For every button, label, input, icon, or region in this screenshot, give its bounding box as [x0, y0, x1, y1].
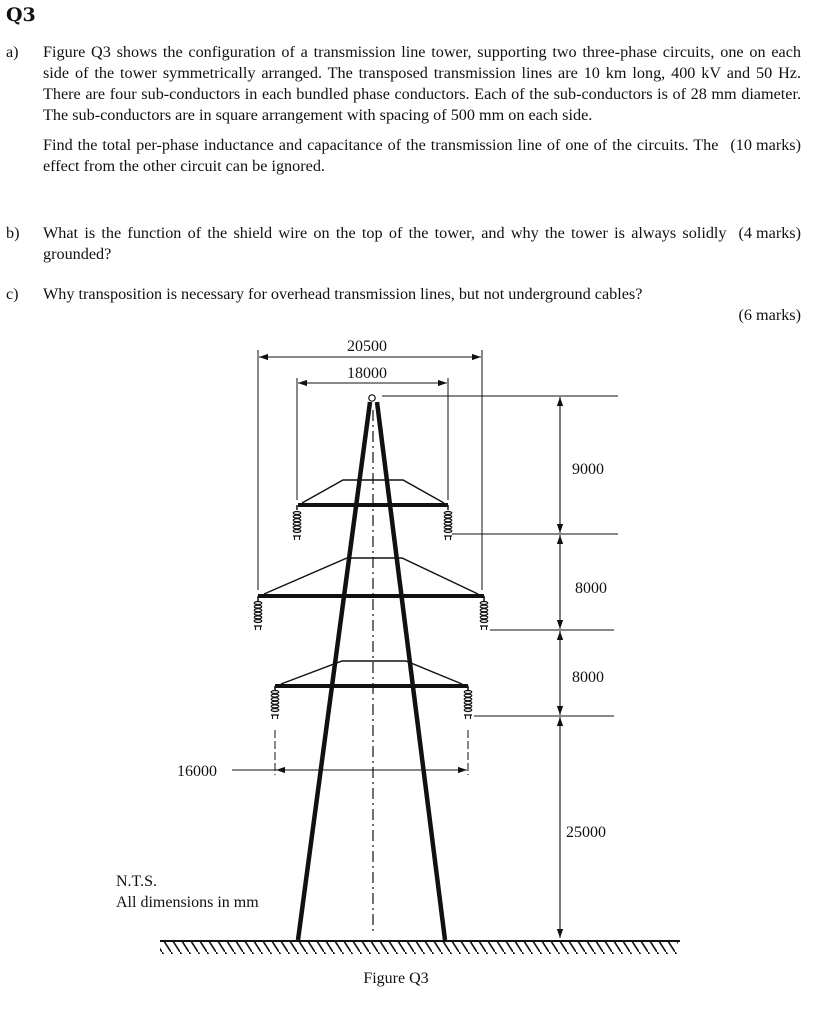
- tower-left-leg: [298, 402, 370, 940]
- dimension-outer-width-label: 20500: [347, 338, 387, 355]
- dimension-bottom-width: [232, 730, 468, 775]
- dimension-lower-spacing-label: 8000: [572, 669, 604, 686]
- part-b-marks: (4 marks): [738, 224, 801, 242]
- question-number: Q3: [6, 4, 36, 26]
- insulator-string: [271, 691, 279, 720]
- insulator-string: [444, 512, 452, 541]
- figure-caption: Figure Q3: [363, 970, 429, 987]
- ground-hatching: [160, 941, 680, 954]
- dimension-top-spacing-label: 9000: [572, 461, 604, 478]
- part-c-marks: (6 marks): [738, 306, 801, 324]
- figure-note-units: All dimensions in mm: [116, 894, 259, 911]
- dimension-top-width-label: 18000: [347, 365, 387, 382]
- insulator-string: [293, 512, 301, 541]
- part-b-question-text: What is the function of the shield wire on the top of the tower, and why the tower is always solidly grounded?: [43, 224, 727, 263]
- insulator-string: [254, 602, 262, 631]
- dimension-middle-spacing-label: 8000: [575, 580, 607, 597]
- part-a-label: a): [6, 43, 19, 61]
- part-a-paragraph-1: Figure Q3 shows the configuration of a transmission line tower, supporting two three-phase circuits, one on each side of the tower symmetrically arranged. The transposed transmission lines are 10 km long, 400 kV and 50 Hz. There are four sub-conductors in each bundled phase conductors. Each of the sub-conductors is of 28 mm diameter. The sub-conductors are in square arrangement with spacing of 500 mm on each side.: [43, 43, 801, 124]
- vertical-reference-lines: [382, 396, 618, 716]
- part-c-question-text: Why transposition is necessary for overhead transmission lines, but not underground cables?: [43, 285, 643, 303]
- middle-crossarm: [258, 558, 484, 601]
- part-b-label: b): [6, 224, 20, 242]
- dimension-ground-height-label: 25000: [566, 824, 606, 841]
- shield-wire-point: [369, 395, 375, 401]
- insulator-string: [480, 602, 488, 631]
- insulator-string: [464, 691, 472, 720]
- part-a-marks: (10 marks): [730, 136, 801, 154]
- part-c-label: c): [6, 285, 19, 303]
- tower-right-leg: [377, 402, 445, 940]
- part-a-paragraph-2-text: Find the total per-phase inductance and capacitance of the transmission line of one of the circuits. The effect from the other circuit can be ignored.: [43, 136, 719, 175]
- dimension-bottom-width-label: 16000: [177, 763, 217, 780]
- lower-crossarm: [275, 661, 468, 690]
- figure-note-nts: N.T.S.: [116, 873, 158, 890]
